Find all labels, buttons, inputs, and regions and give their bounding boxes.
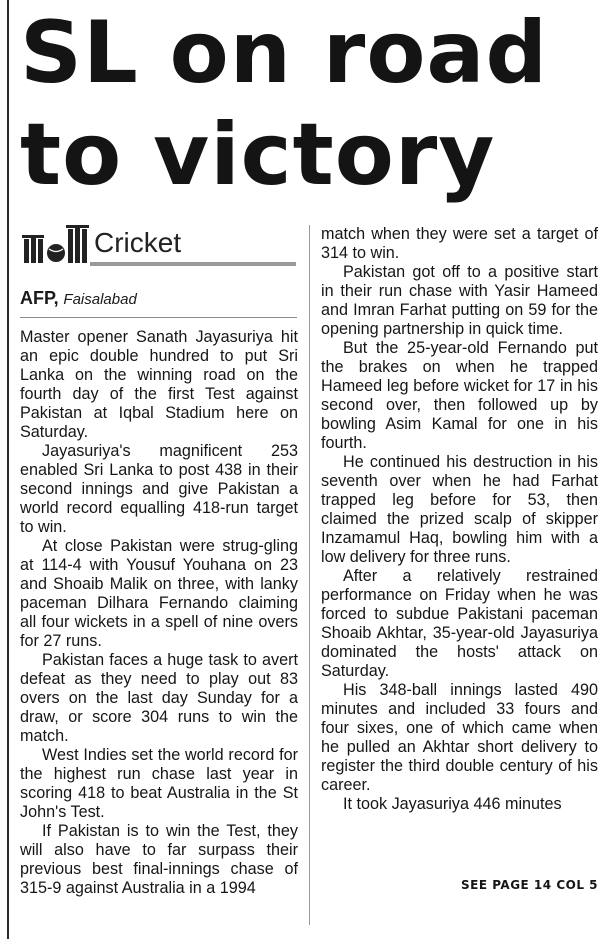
headline-line-2: to victory [20,105,496,205]
byline-divider [20,317,297,318]
paragraph: He continued his destruction in his seventh over when he had Farhat trapped leg before for 53, then claimed the prized scalp of skipper Inzamamul Haq, bowling him with a low delivery for three runs. [321,453,598,566]
column-divider [309,225,310,925]
paragraph: Master opener Sanath Jayasuriya hit an epic double hundred to put Sri Lanka on the winning road on the fourth day of the first Test against Pakistan at Iqbal Stadium here on Saturday. [20,328,298,441]
paragraph: Pakistan faces a huge task to avert defeat as they need to play out 83 overs on the last day Sunday for a draw, or score 304 runs to win the match. [20,651,298,745]
paragraph: If Pakistan is to win the Test, they will also have to far surpass their previous best final-innings chase of 315-9 against Australia in a 1994 [20,822,298,897]
byline-place: Faisalabad [63,291,137,308]
paragraph: After a relatively restrained performance on Friday when he was forced to subdue Pakistani paceman Shoaib Akhtar, 35-year-old Jayasuriya dominated the hosts' attack on Saturday. [321,567,598,680]
paragraph: At close Pakistan were strug-gling at 114-4 with Yousuf Youhana on 23 and Shoaib Malik on three, with lanky paceman Dilhara Fernando claiming all four wickets in a spell of nine overs for 27 runs. [20,537,298,650]
byline [20,288,137,309]
section-tag [20,223,296,267]
paragraph: But the 25-year-old Fernando put the brakes on when he trapped Hameed leg before wicket for 17 in his second over, then followed up by bowling Asim Kamal for one in his fourth. [321,339,598,452]
paragraph: Pakistan got off to a positive start in their run chase with Yasir Hameed and Imran Farhat putting on 59 for the opening partnership in quick time. [321,263,598,338]
paragraph: His 348-ball innings lasted 490 minutes and included 33 fours and four sixes, one of which came when he pulled an Akhtar short delivery to register the third double century of his career. [321,681,598,794]
paragraph: West Indies set the world record for the highest run chase last year in scoring 418 to beat Australia in the St John's Test. [20,746,298,821]
column-rule-left [7,0,9,939]
paragraph: Jayasuriya's magnificent 253 enabled Sri Lanka to post 438 in their second innings and give Pakistan a world record equalling 418-run target to win. [20,442,298,536]
article-column-1 [20,328,298,898]
continuation-jump-line: SEE PAGE 14 COL 5 [461,878,598,892]
byline-agency: AFP, [20,288,59,308]
section-tag-underline [90,262,296,266]
paragraph: It took Jayasuriya 446 minutes [343,795,562,813]
headline-line-1: SL on road [20,3,549,103]
cricket-stumps-ball-icon [20,223,92,265]
paragraph: match when they were set a target of 314 to win. [321,225,598,262]
article-column-2 [321,225,598,814]
section-tag-label: Cricket [94,227,182,258]
headline [20,2,605,206]
